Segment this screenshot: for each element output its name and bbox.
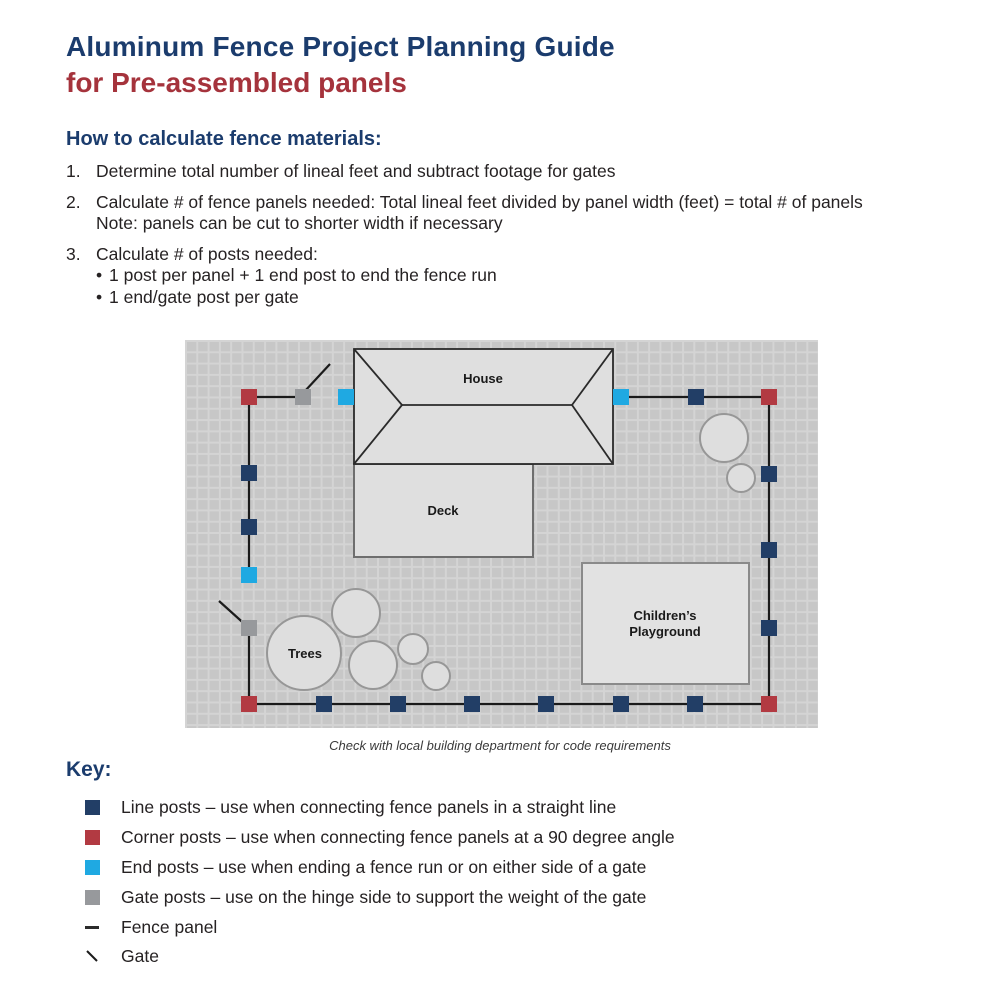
page-subtitle: for Pre-assembled panels [66, 67, 407, 98]
house-footprint [354, 349, 613, 464]
list-item-text [96, 192, 863, 235]
sub-bullet [96, 265, 497, 287]
list-item-number: 1. [66, 161, 81, 181]
end-post [241, 567, 257, 583]
corner-post [761, 389, 777, 405]
line-post [687, 696, 703, 712]
key-heading: Key: [66, 758, 112, 781]
key-item-label: Fence panel [121, 916, 218, 937]
bullet-marker: • [96, 286, 103, 307]
list-item [66, 244, 966, 309]
line-post [613, 696, 629, 712]
corner-post-swatch-icon [85, 830, 100, 845]
trees-label: Trees [288, 646, 322, 661]
key-item-corner-posts [85, 823, 675, 853]
playground-label-line1: Children’s [633, 608, 697, 623]
key-item-end-posts [85, 853, 675, 883]
key-item-label: Line posts – use when connecting fence panels in a straight line [121, 797, 617, 818]
line-post [761, 466, 777, 482]
sub-bullet-text: 1 post per panel + 1 end post to end the fence run [109, 265, 497, 285]
end-post-swatch-icon [85, 860, 100, 875]
fence-panel-icon [85, 926, 99, 929]
list-item [66, 161, 966, 183]
key-item-gate [85, 942, 675, 972]
line-post [761, 542, 777, 558]
sub-bullet-text: 1 end/gate post per gate [109, 286, 299, 307]
line-post [241, 519, 257, 535]
instructions-list [66, 161, 966, 317]
playground-label [629, 608, 701, 640]
gate-post [241, 620, 257, 636]
gate-icon [85, 949, 100, 964]
key-item-label: Gate posts – use on the hinge side to support the weight of the gate [121, 886, 647, 907]
line-post [390, 696, 406, 712]
corner-post [241, 389, 257, 405]
line-post [316, 696, 332, 712]
key-item-label: Gate [121, 946, 159, 967]
bullet-marker: • [96, 265, 103, 285]
page-title: Aluminum Fence Project Planning Guide [66, 31, 615, 62]
deck-label: Deck [427, 503, 459, 518]
gate-post-swatch-icon [85, 890, 100, 905]
yard-plan-diagram [185, 340, 818, 728]
line-post [464, 696, 480, 712]
key-list [85, 793, 675, 972]
line-post [538, 696, 554, 712]
gate-post [295, 389, 311, 405]
key-item-label: End posts – use when ending a fence run or on either side of a gate [121, 856, 647, 877]
playground-label-line2: Playground [629, 624, 701, 639]
end-post [338, 389, 354, 405]
key-item-label: Corner posts – use when connecting fence panels at a 90 degree angle [121, 827, 675, 848]
corner-post [761, 696, 777, 712]
gate-lines [219, 364, 330, 628]
sub-bullet [96, 287, 497, 309]
corner-post [241, 696, 257, 712]
house-label: House [463, 371, 503, 386]
list-item-text: Determine total number of lineal feet and subtract footage for gates [96, 161, 616, 181]
yard-plan-shapes [185, 340, 818, 728]
list-item [66, 192, 966, 235]
line-post [241, 465, 257, 481]
list-item-main-text: Calculate # of fence panels needed: Total lineal feet divided by panel width (feet) = total # of panels [96, 191, 863, 212]
list-item-number: 3. [66, 243, 81, 264]
list-item-main-text: Calculate # of posts needed: [96, 243, 318, 264]
line-post [761, 620, 777, 636]
list-item-text [96, 244, 497, 309]
sub-bullet-list [96, 265, 497, 308]
list-item-note: Note: panels can be cut to shorter width if necessary [96, 213, 503, 233]
diagram-caption: Check with local building department for code requirements [329, 738, 671, 753]
end-post [613, 389, 629, 405]
list-item-number: 2. [66, 191, 81, 212]
key-item-fence-panel [85, 912, 675, 942]
instructions-heading: How to calculate fence materials: [66, 128, 382, 150]
key-item-gate-posts [85, 882, 675, 912]
line-post-swatch-icon [85, 800, 100, 815]
line-post [688, 389, 704, 405]
key-item-line-posts [85, 793, 675, 823]
